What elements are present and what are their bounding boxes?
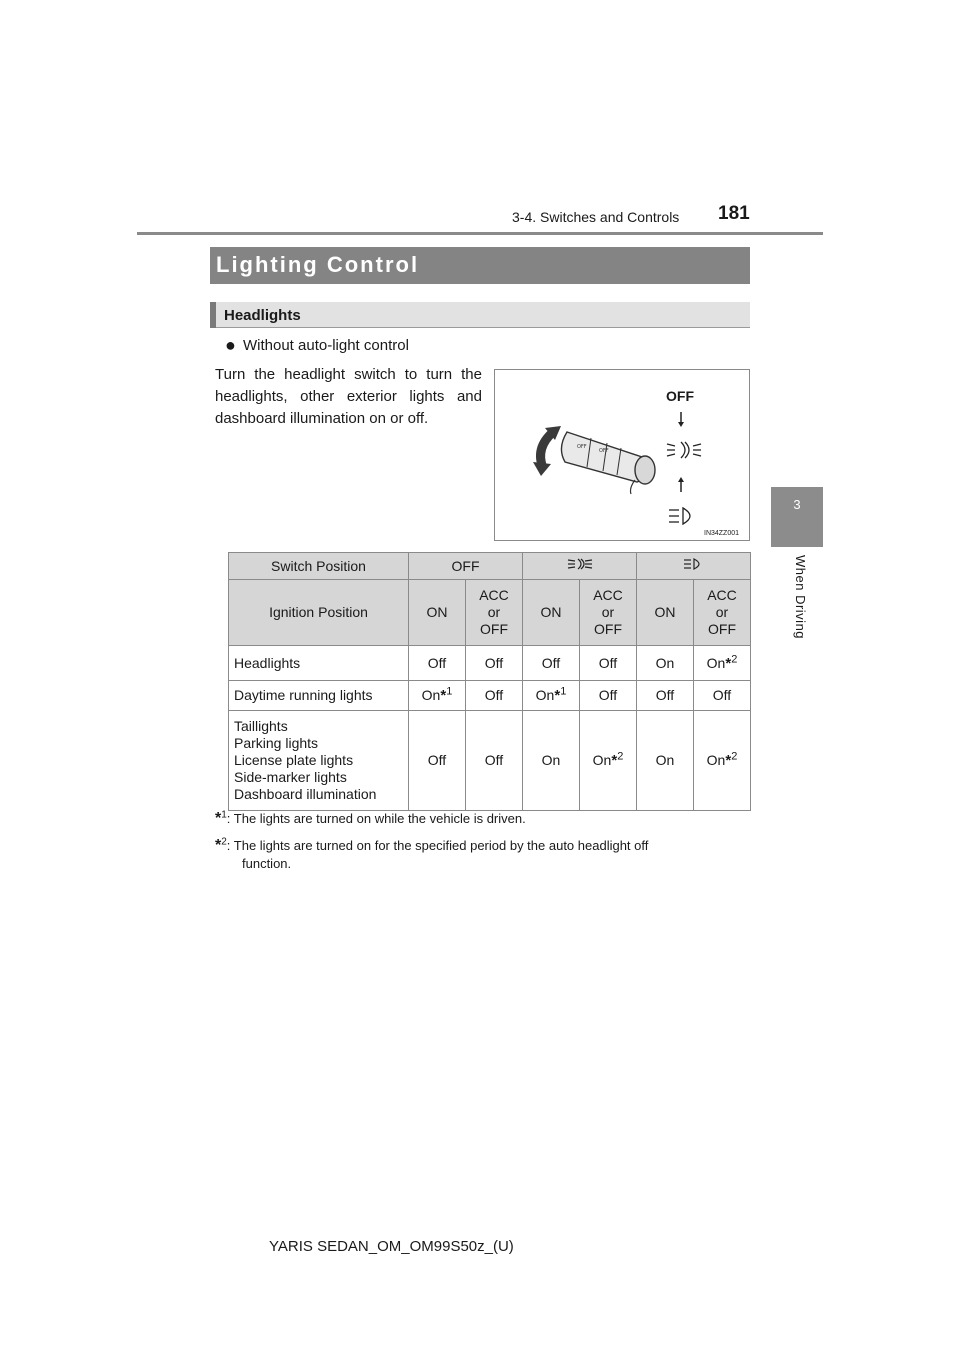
cell-value: On xyxy=(535,687,555,703)
cell-value: On xyxy=(421,687,441,703)
cell-value: Off xyxy=(484,687,504,703)
ignition-cell xyxy=(580,580,637,646)
cell-value: Off xyxy=(541,654,561,671)
headlight-icon xyxy=(682,557,706,571)
ignition-cell-text: ACC or OFF xyxy=(707,587,737,637)
table-cell xyxy=(409,681,466,711)
cell-value: On xyxy=(706,654,726,671)
row-label xyxy=(229,711,409,811)
chapter-tab-number: 3 xyxy=(793,497,801,512)
header-rule xyxy=(137,232,823,235)
page-number: 181 xyxy=(718,203,750,224)
switch-parking-cell xyxy=(523,553,637,580)
footnote-2 xyxy=(215,837,750,873)
table-cell xyxy=(466,646,523,681)
table-body xyxy=(229,646,751,811)
table-cell xyxy=(694,711,751,811)
switch-position-row xyxy=(229,553,751,580)
footnote-ref: 1 xyxy=(446,685,453,698)
table-row xyxy=(229,711,751,811)
row-label-line: Side-marker lights xyxy=(234,769,347,785)
figure-code: IN34ZZ001 xyxy=(704,530,740,537)
headlight-switch-figure xyxy=(494,369,750,541)
footnote-symbol: * xyxy=(215,837,222,854)
chapter-tab-label: When Driving xyxy=(793,555,808,640)
cell-value: Off xyxy=(598,687,618,703)
cell-value: On xyxy=(655,752,675,768)
footnote-ref: 2 xyxy=(731,652,738,665)
headlight-switch-illustration-icon xyxy=(495,370,749,540)
footnote-1 xyxy=(215,810,526,828)
footnote-ref: 1 xyxy=(560,685,567,698)
lighting-table xyxy=(228,552,751,811)
table-cell xyxy=(409,711,466,811)
svg-text:OFF: OFF xyxy=(577,444,587,450)
body-paragraph: Turn the headlight switch to turn the headlights, other exterior lights and dashboard illumination on or off. xyxy=(215,366,482,427)
table-cell xyxy=(580,711,637,811)
ignition-cell xyxy=(694,580,751,646)
bullet-icon: ● xyxy=(225,335,236,355)
table-cell xyxy=(580,681,637,711)
ignition-cell: ON xyxy=(637,580,694,646)
cell-value: On xyxy=(592,752,612,768)
ignition-cell: ON xyxy=(409,580,466,646)
row-label xyxy=(229,646,409,681)
footnote-text: : The lights are turned on for the specified period by the auto headlight off xyxy=(226,838,649,853)
table-cell xyxy=(523,681,580,711)
table-cell xyxy=(523,711,580,811)
ignition-cell xyxy=(466,580,523,646)
cell-value: Off xyxy=(712,687,732,703)
footnote-number: 1 xyxy=(221,809,227,821)
footer-model-code: YARIS SEDAN_OM_OM99S50z_(U) xyxy=(269,1238,514,1255)
table-cell xyxy=(637,646,694,681)
footnote-marker: * xyxy=(725,752,732,769)
ignition-cell: ON xyxy=(523,580,580,646)
parking-light-icon xyxy=(566,557,594,571)
switch-position-label: Switch Position xyxy=(229,553,409,580)
cell-value: On xyxy=(706,752,726,768)
table-cell xyxy=(523,646,580,681)
footnote-marker: * xyxy=(554,687,561,704)
subheading-accent xyxy=(210,302,216,328)
footnote-text: : The lights are turned on while the vehicle is driven. xyxy=(226,811,526,826)
table-cell xyxy=(409,646,466,681)
section-reference: 3-4. Switches and Controls xyxy=(512,209,680,225)
table-cell xyxy=(637,711,694,811)
table-row xyxy=(229,681,751,711)
bullet-text: Without auto-light control xyxy=(243,337,409,354)
cell-value: Off xyxy=(427,654,447,671)
footnote-marker: * xyxy=(440,687,447,704)
table-cell xyxy=(694,646,751,681)
footnote-marker: * xyxy=(611,752,618,769)
ignition-position-row xyxy=(229,580,751,646)
row-label xyxy=(229,681,409,711)
cell-value: Off xyxy=(598,654,618,671)
footnote-ref: 2 xyxy=(617,750,624,763)
ignition-cell-text: ACC or OFF xyxy=(479,587,509,637)
table-cell xyxy=(580,646,637,681)
table-row xyxy=(229,646,751,681)
footnote-ref: 2 xyxy=(731,750,738,763)
table-cell xyxy=(694,681,751,711)
cell-value: Off xyxy=(484,752,504,768)
cell-value: Off xyxy=(484,654,504,671)
svg-text:OFF: OFF xyxy=(599,448,609,454)
footnote-symbol: * xyxy=(215,810,222,827)
footnote-continuation: function. xyxy=(242,856,292,871)
footnote-number: 2 xyxy=(221,836,227,848)
row-label-line: Taillights xyxy=(234,718,288,734)
table-cell xyxy=(637,681,694,711)
row-label-line: License plate lights xyxy=(234,752,354,768)
footnote-marker: * xyxy=(725,654,732,672)
row-label-line: Headlights xyxy=(234,654,301,671)
ignition-cell-text: ACC or OFF xyxy=(593,587,623,637)
row-label-line: Parking lights xyxy=(234,735,319,751)
row-label-line: Dashboard illumination xyxy=(234,786,377,802)
table-cell xyxy=(466,711,523,811)
subheading-title: Headlights xyxy=(224,307,301,324)
chapter-tab xyxy=(771,487,823,547)
cell-value: Off xyxy=(655,687,675,703)
switch-headlight-cell xyxy=(637,553,751,580)
table-cell xyxy=(466,681,523,711)
cell-value: Off xyxy=(427,752,447,768)
row-label-line: Daytime running lights xyxy=(234,687,373,703)
figure-off-label: OFF xyxy=(666,388,694,404)
cell-value: On xyxy=(541,752,561,768)
switch-off-cell: OFF xyxy=(409,553,523,580)
ignition-position-label: Ignition Position xyxy=(229,580,409,646)
cell-value: On xyxy=(655,654,675,671)
section-title: Lighting Control xyxy=(216,252,420,277)
